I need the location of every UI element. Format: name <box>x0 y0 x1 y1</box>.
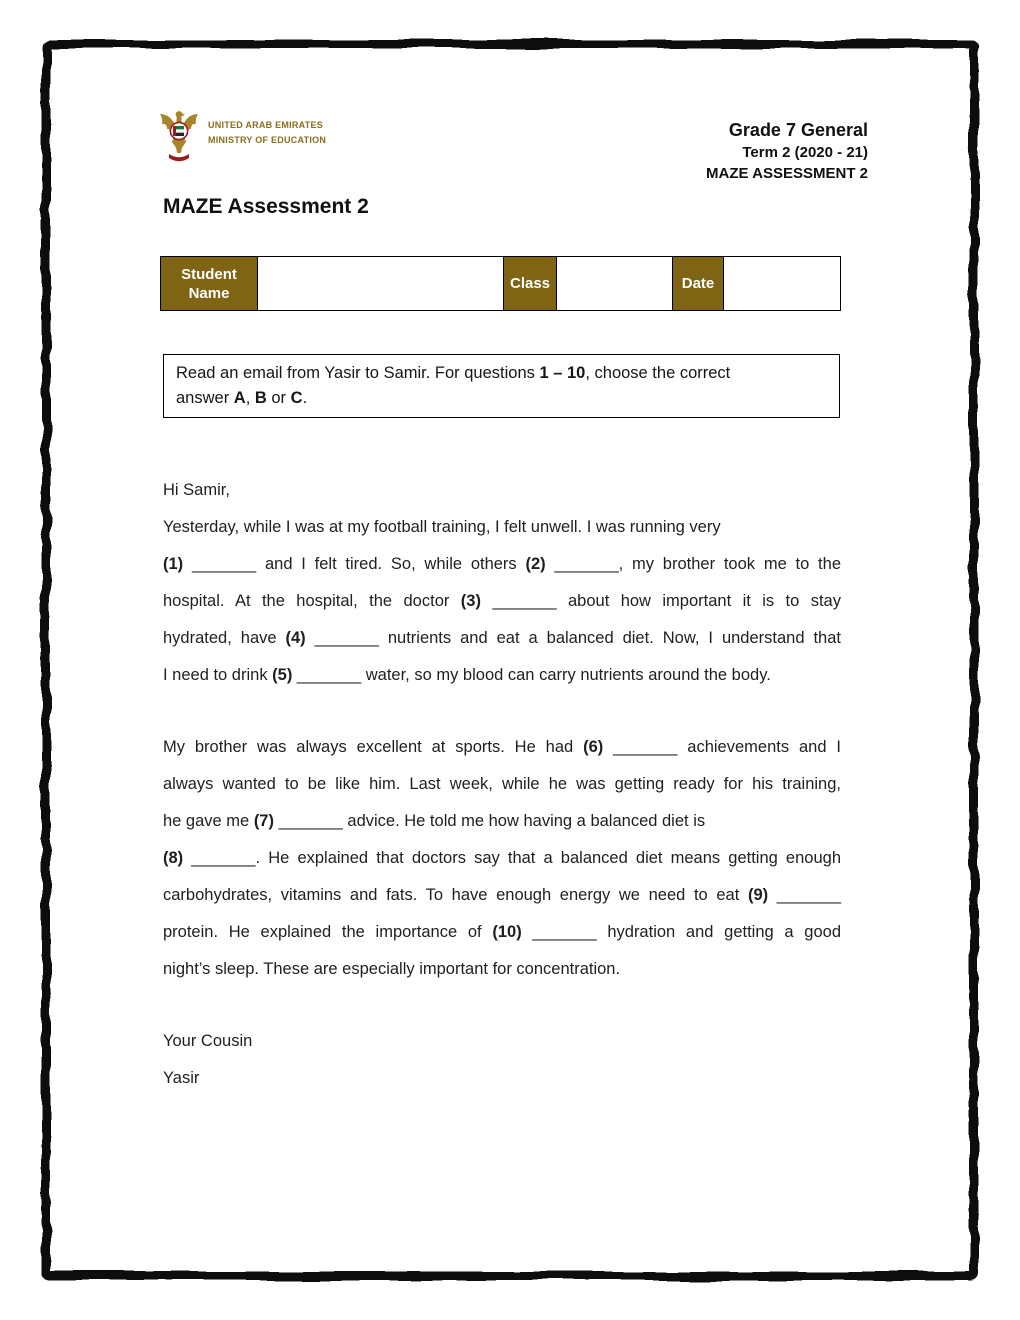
email-line: I need to drink (5) _______ water, so my blood can carry nutrients around the body. <box>163 666 771 684</box>
date-label: Date <box>673 257 724 310</box>
org-name-line1: UNITED ARAB EMIRATES <box>208 120 323 130</box>
class-label: Class <box>504 257 557 310</box>
email-line: Yasir <box>163 1069 200 1087</box>
email-line: carbohydrates, vitamins and fats. To have enough energy we need to eat (9) _______ <box>163 886 841 904</box>
student-name-label: Student Name <box>161 257 258 310</box>
email-line: Hi Samir, <box>163 481 230 499</box>
email-line: protein. He explained the importance of (10) _______ hydration and getting a good <box>163 923 842 941</box>
email-line: Your Cousin <box>163 1032 253 1050</box>
email-line: (1) _______ and I felt tired. So, while others (2) _______, my brother took me to the <box>163 555 841 573</box>
email-line: (8) _______. He explained that doctors say that a balanced diet means getting enough <box>163 849 841 867</box>
grade-label: Grade 7 General <box>728 120 868 140</box>
class-field <box>557 257 673 310</box>
org-name-line2: MINISTRY OF EDUCATION <box>208 135 327 145</box>
page-title: MAZE Assessment 2 <box>163 195 369 218</box>
email-body <box>163 472 841 1097</box>
student-name-field <box>258 257 504 310</box>
email-line: My brother was always excellent at sports. He had (6) _______ achievements and I <box>163 738 841 756</box>
assessment-label: MAZE ASSESSMENT 2 <box>706 165 868 182</box>
email-line: Yesterday, while I was at my football training, I felt unwell. I was running very <box>163 518 721 536</box>
email-line: night’s sleep. These are especially important for concentration. <box>163 960 621 978</box>
ministry-name <box>208 108 326 148</box>
instructions-box <box>163 354 840 418</box>
uae-falcon-emblem-icon <box>157 108 201 164</box>
email-line: he gave me (7) _______ advice. He told me how having a balanced diet is <box>163 812 706 830</box>
email-line: always wanted to be like him. Last week, while he was getting ready for his training, <box>163 775 841 793</box>
ministry-logo <box>157 108 326 164</box>
term-label: Term 2 (2020 - 21) <box>742 144 868 161</box>
email-line: hydrated, have (4) _______ nutrients and eat a balanced diet. Now, I understand that <box>163 629 841 647</box>
instructions-text: Read an email from Yasir to Samir. For questions 1 – 10, choose the correct answer A, B or C. <box>176 364 731 407</box>
date-field <box>724 257 840 310</box>
student-info-table <box>160 256 841 311</box>
email-line: hospital. At the hospital, the doctor (3) _______ about how important it is to stay <box>163 592 841 610</box>
header-right <box>706 119 868 184</box>
